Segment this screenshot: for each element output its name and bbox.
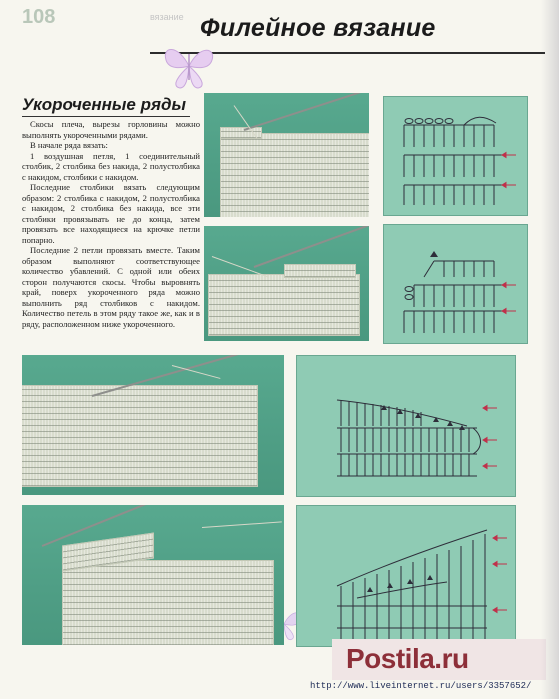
paragraph: Скосы плеча, вырезы горловины можно выполнять укороченными рядами. (22, 119, 200, 140)
decrease-marks (430, 251, 438, 257)
crochet-chart (384, 97, 527, 215)
stitch-rows (337, 400, 481, 476)
arrow-icon (502, 153, 516, 188)
crochet-hook (244, 93, 369, 131)
knitted-swatch (220, 133, 369, 217)
paragraph: Последние 2 петли провязать вместе. Таким образом выполняют соответствующее количество убавлений. С одной или обеих сторон получаются скосы. Чтобы выровнять край, поверх укороченного ряда можно выполнить ряд столбиков с накидом. Количество петель в этом ряду такое же, как и в ряду, расположенном ниже укороченного. (22, 245, 200, 329)
diagram-2 (383, 224, 528, 344)
logo: Postila.ru (346, 643, 469, 674)
arrow-icon (483, 406, 497, 469)
arrow-icon (502, 283, 516, 314)
crochet-chart (297, 356, 515, 496)
diagram-3 (296, 355, 516, 497)
paragraph: Последние столбики вязать следующим образом: 2 столбика с накидом, 2 полустолбика с накидом, 2 столбика без накида, все эти столбики провязывать не до конца, затем провязать все находящиеся на крючке петли попарно. (22, 182, 200, 245)
page-edge-shadow (541, 0, 559, 699)
photo-4 (22, 505, 284, 645)
paragraph: 1 воздушная петля, 1 соединительный столбик, 2 столбика без накида, 2 полустолбика с накидом, столбики с накидом. (22, 150, 200, 182)
knitted-swatch (208, 274, 360, 336)
knitted-swatch (22, 385, 258, 487)
knitted-swatch (62, 560, 274, 645)
crochet-hook (254, 226, 369, 268)
page-title: Филейное вязание (200, 14, 436, 42)
crochet-chart (384, 225, 527, 343)
knitted-swatch-step (284, 264, 356, 278)
section-divider (22, 116, 190, 117)
watermark-url: http://www.liveinternet.ru/users/3357652/ (310, 681, 532, 691)
crochet-chart (297, 506, 515, 646)
stitch-rows (404, 261, 502, 333)
arrow-icon (493, 536, 507, 613)
page-number: 108 (22, 6, 56, 28)
stitch-rows (337, 530, 487, 640)
stitch-rows (404, 117, 502, 205)
photo-3 (22, 355, 284, 495)
diagram-1 (383, 96, 528, 216)
photo-2 (204, 226, 369, 341)
paragraph: В начале ряда вязать: (30, 140, 108, 150)
instructions-text (22, 119, 200, 329)
header-label: вязание (150, 12, 184, 22)
diagram-4 (296, 505, 516, 647)
photo-1 (204, 93, 369, 217)
yarn-strand (202, 521, 282, 528)
butterfly-icon (160, 38, 218, 94)
section-title: Укороченные ряды (22, 95, 187, 114)
